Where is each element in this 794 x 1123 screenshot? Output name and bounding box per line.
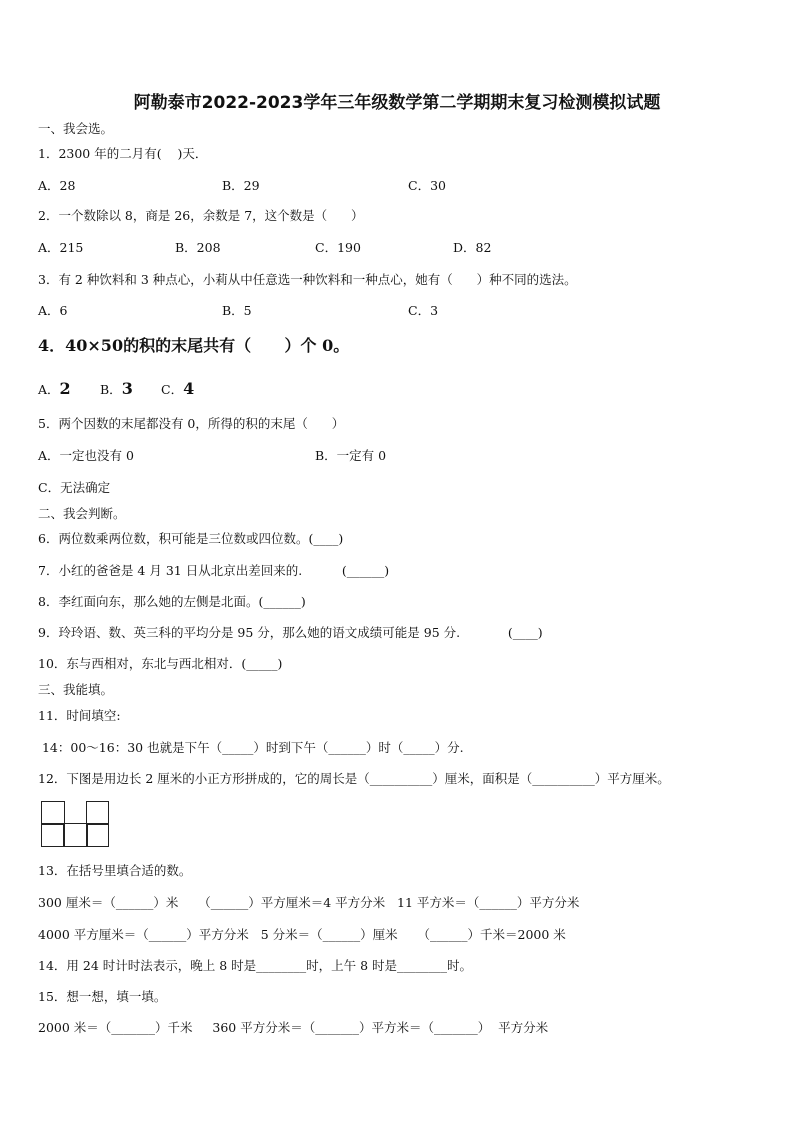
question-5-stem: 5．两个因数的末尾都没有 0，所得的积的末尾（ ） (38, 416, 345, 431)
question-5-option-c: C．无法确定 (38, 480, 111, 495)
question-14: 14．用 24 时计时法表示，晚上 8 时是________时，上午 8 时是________时。 (38, 958, 473, 973)
question-6: 6．两位数乘两位数，积可能是三位数或四位数。(____) (38, 531, 344, 546)
question-1-option-b: B．29 (222, 178, 260, 193)
question-11-stem: 11．时间填空: (38, 708, 121, 723)
question-13-line-2: 4000 平方厘米＝（______）平方分米 5 分米＝（______）厘米 （______）千米＝2000 米 (38, 927, 566, 942)
question-13-line-1: 300 厘米＝（______）米 （______）平方厘米＝4 平方分米 11 平方米＝（______）平方分米 (38, 895, 580, 910)
question-12: 12．下图是用边长 2 厘米的小正方形拼成的，它的周长是（__________）厘米，面积是（__________）平方厘米。 (38, 771, 670, 786)
question-15-line: 2000 米＝（_______）千米 360 平方分米＝（_______）平方米＝（_______） 平方分米 (38, 1020, 549, 1035)
question-3-option-a: A．6 (38, 303, 68, 318)
question-2-option-b: B．208 (175, 240, 221, 255)
question-7: 7．小红的爸爸是 4 月 31 日从北京出差回来的. (______) (38, 563, 390, 578)
page-title: 阿勒泰市2022-2023学年三年级数学第二学期期末复习检测模拟试题 (133, 93, 661, 113)
square-figure (41, 801, 109, 847)
question-4-stem: 4．40×50的积的末尾共有（ ）个 0。 (38, 336, 350, 355)
question-5-option-b: B．一定有 0 (315, 448, 387, 463)
question-11-line: 14：00～16：30 也就是下午（_____）时到下午（______）时（_____）分. (38, 740, 464, 755)
question-4-option-b: B．3 (100, 379, 133, 398)
question-1-option-a: A．28 (38, 178, 76, 193)
question-1-option-c: C．30 (408, 178, 446, 193)
question-2-option-c: C．190 (315, 240, 361, 255)
question-9: 9．玲玲语、数、英三科的平均分是 95 分，那么她的语文成绩可能是 95 分. (____) (38, 625, 543, 640)
question-5-option-a: A．一定也没有 0 (38, 448, 134, 463)
question-2-option-a: A．215 (38, 240, 84, 255)
question-3-option-b: B．5 (222, 303, 252, 318)
question-3-stem: 3．有 2 种饮料和 3 种点心，小莉从中任意选一种饮料和一种点心，她有（ ）种不同的选法。 (38, 272, 577, 287)
question-2-option-d: D．82 (453, 240, 492, 255)
section-heading-choose: 一、我会选。 (38, 121, 114, 136)
question-8: 8．李红面向东，那么她的左侧是北面。(______) (38, 594, 306, 609)
question-15-stem: 15．想一想，填一填。 (38, 989, 167, 1004)
question-10: 10．东与西相对，东北与西北相对．(_____) (38, 656, 283, 671)
section-heading-judge: 二、我会判断。 (38, 506, 126, 521)
question-2-stem: 2．一个数除以 8，商是 26，余数是 7，这个数是（ ） (38, 208, 364, 223)
section-heading-fill: 三、我能填。 (38, 682, 114, 697)
question-1-stem: 1．2300 年的二月有( )天． (38, 146, 208, 161)
question-4-option-a: A．2 (38, 379, 71, 398)
question-13-stem: 13．在括号里填合适的数。 (38, 863, 192, 878)
question-4-option-c: C．4 (161, 379, 195, 398)
question-3-option-c: C．3 (408, 303, 439, 318)
